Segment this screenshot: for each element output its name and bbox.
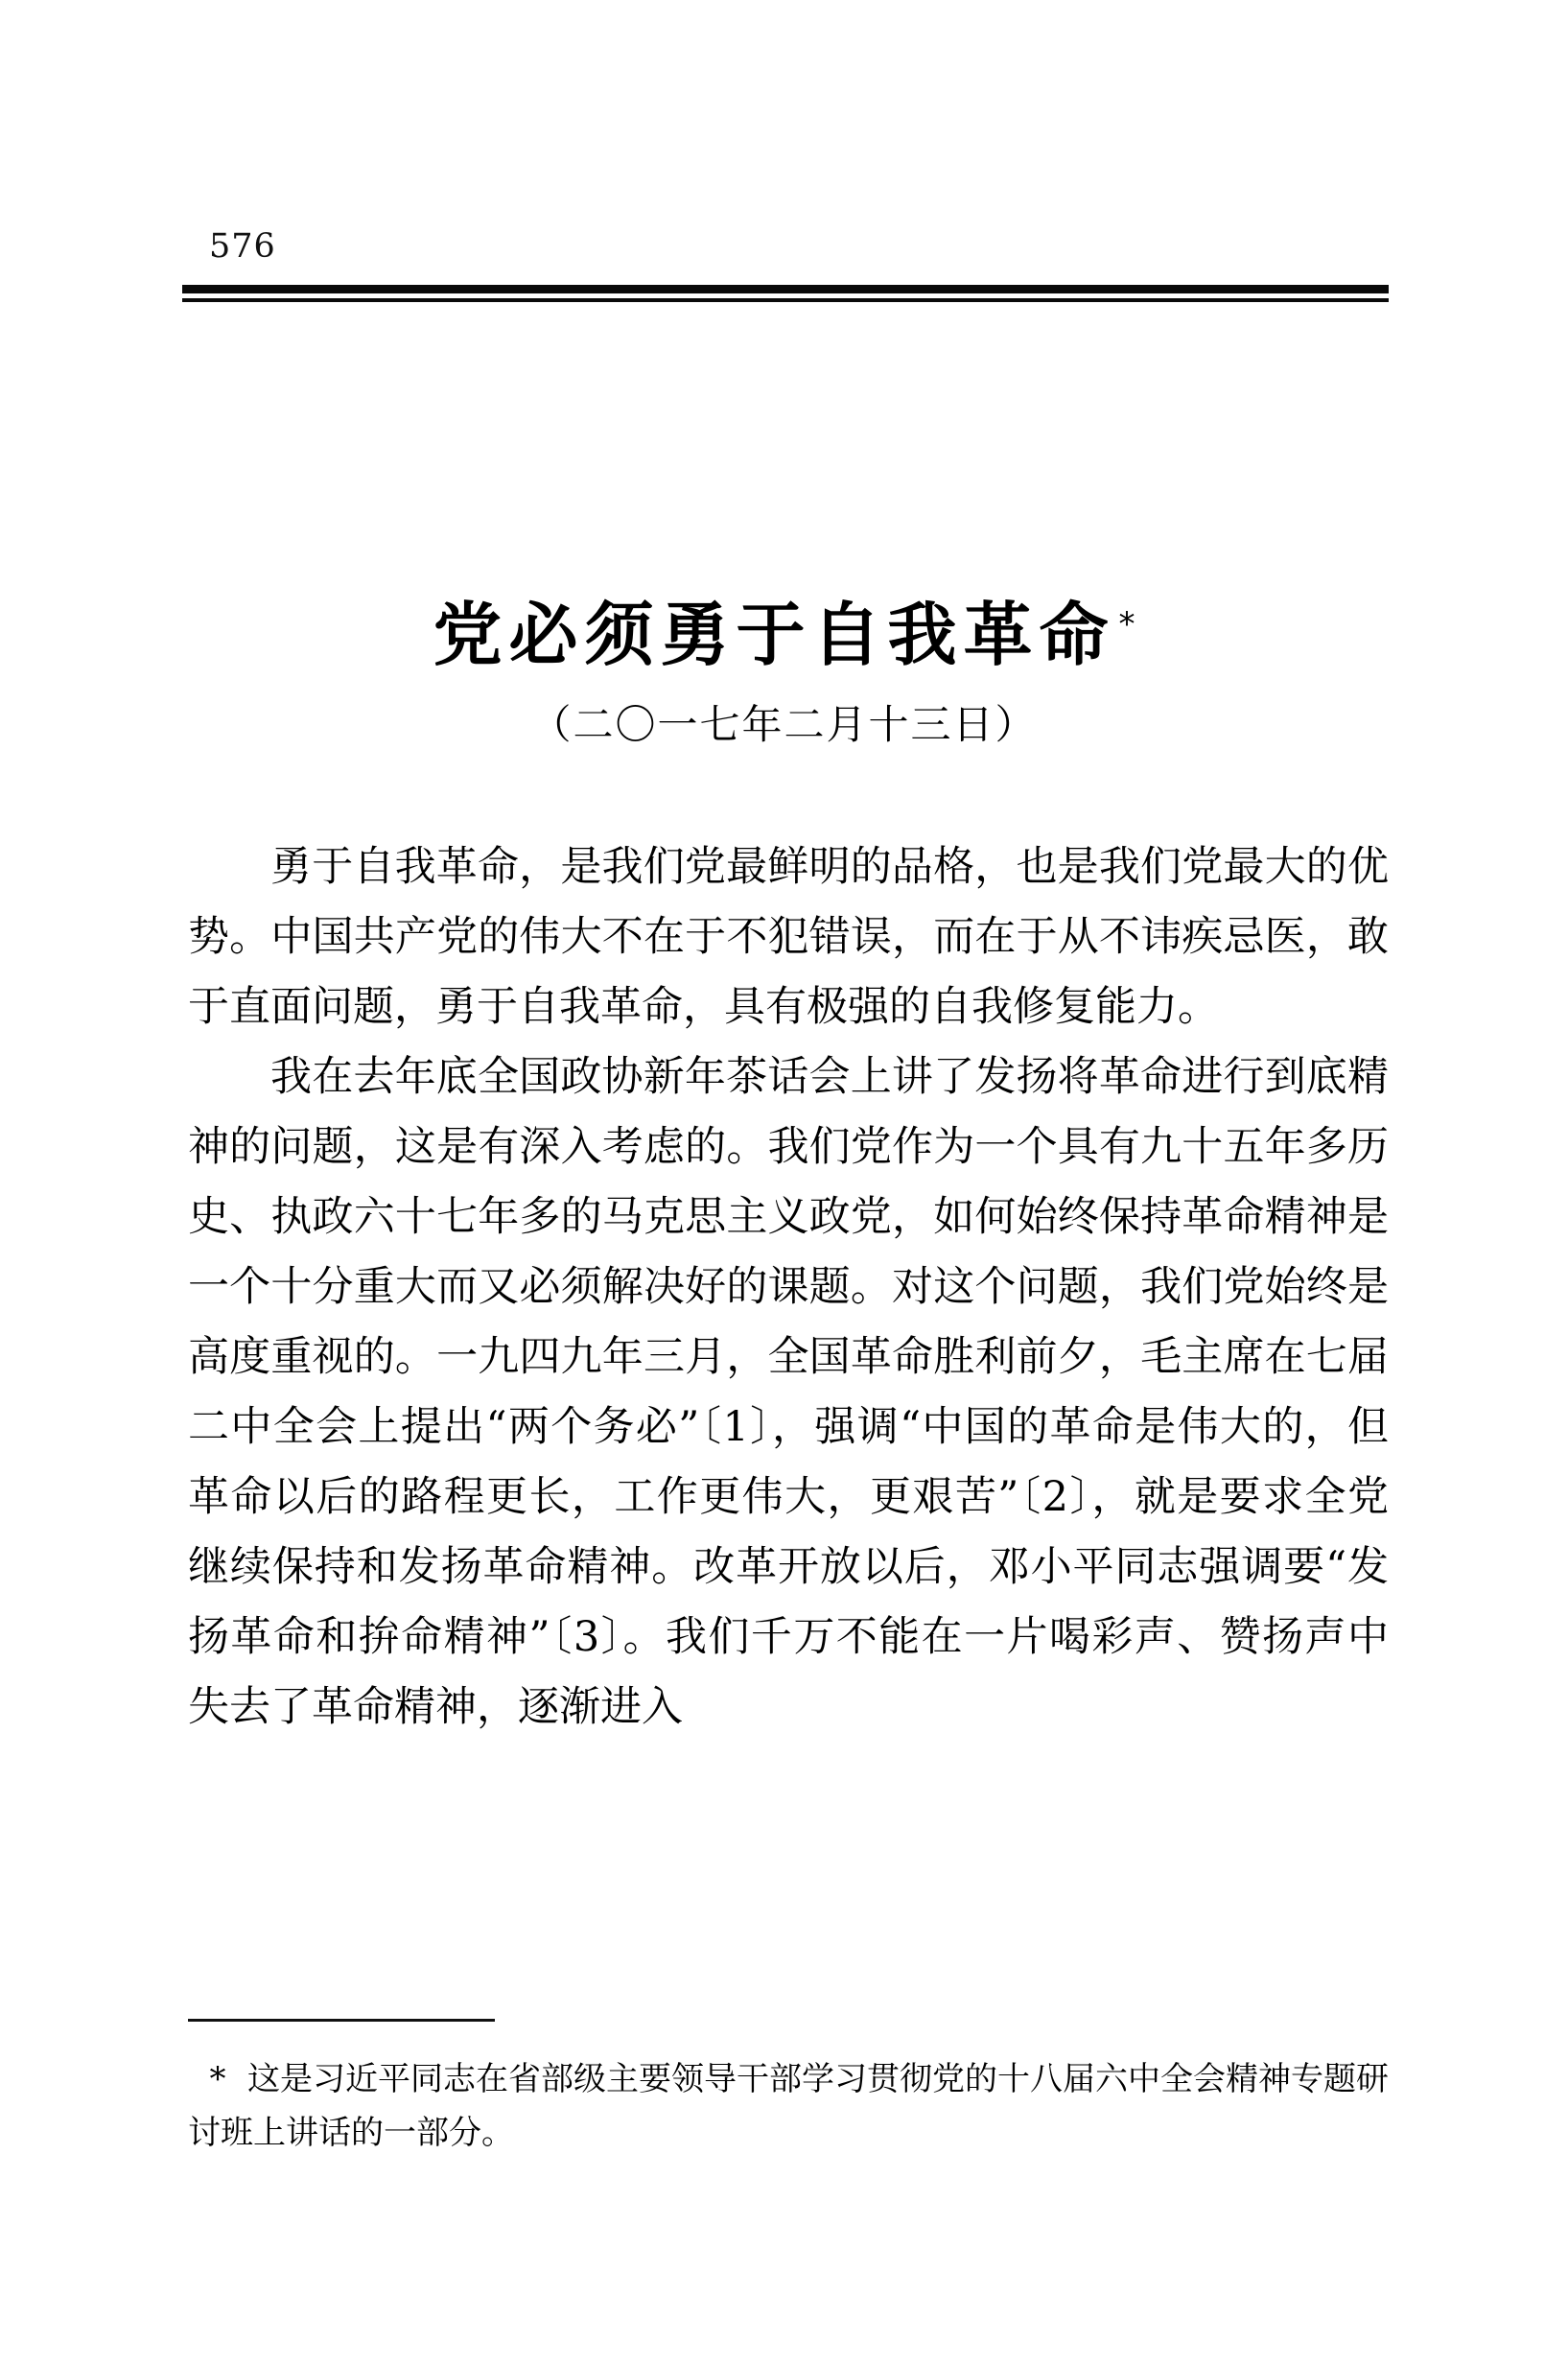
paragraph-2: 我在去年底全国政协新年茶话会上讲了发扬将革命进行到底精神的问题，这是有深入考虑的。我们党作为一个具有九十五年多历史、执政六十七年多的马克思主义政党，如何始终保持革命精神是一个十分重大而又必须解决好的课题。对这个问题，我们党始终是高度重视的。一九四九年三月，全国革命胜利前夕，毛主席在七届二中全会上提出“两个务必”〔1〕，强调“中国的革命是伟大的，但革命以后的路程更长，工作更伟大，更艰苦”〔2〕，就是要求全党继续保持和发扬革命精神。改革开放以后，邓小平同志强调要“发扬革命和拚命精神”〔3〕。我们千万不能在一片喝彩声、赞扬声中失去了革命精神，逐渐进入 [188, 1053, 1389, 1731]
header-divider [182, 285, 1389, 302]
body-text [188, 832, 1389, 1743]
page-title-text: 党必须勇于自我革命 [433, 595, 1115, 676]
footnote-marker: * [209, 2060, 226, 2098]
header-rule-thick [182, 285, 1389, 293]
page-title [0, 579, 1568, 679]
paragraph-1: 勇于自我革命，是我们党最鲜明的品格，也是我们党最大的优势。中国共产党的伟大不在于不犯错误，而在于从不讳疾忌医，敢于直面问题，勇于自我革命，具有极强的自我修复能力。 [188, 843, 1389, 1031]
header-rule-thin [182, 298, 1389, 302]
title-footnote-marker: * [1118, 605, 1135, 644]
footnote-line [188, 2052, 1389, 2160]
footnote-text: 这是习近平同志在省部级主要领导干部学习贯彻党的十八届六中全会精神专题研讨班上讲话的一部分。 [188, 2060, 1389, 2152]
page-number: 576 [209, 227, 276, 266]
footnote-divider [188, 2019, 495, 2022]
footnote [188, 2052, 1389, 2160]
page-subtitle: （二〇一七年二月十三日） [530, 701, 1038, 748]
